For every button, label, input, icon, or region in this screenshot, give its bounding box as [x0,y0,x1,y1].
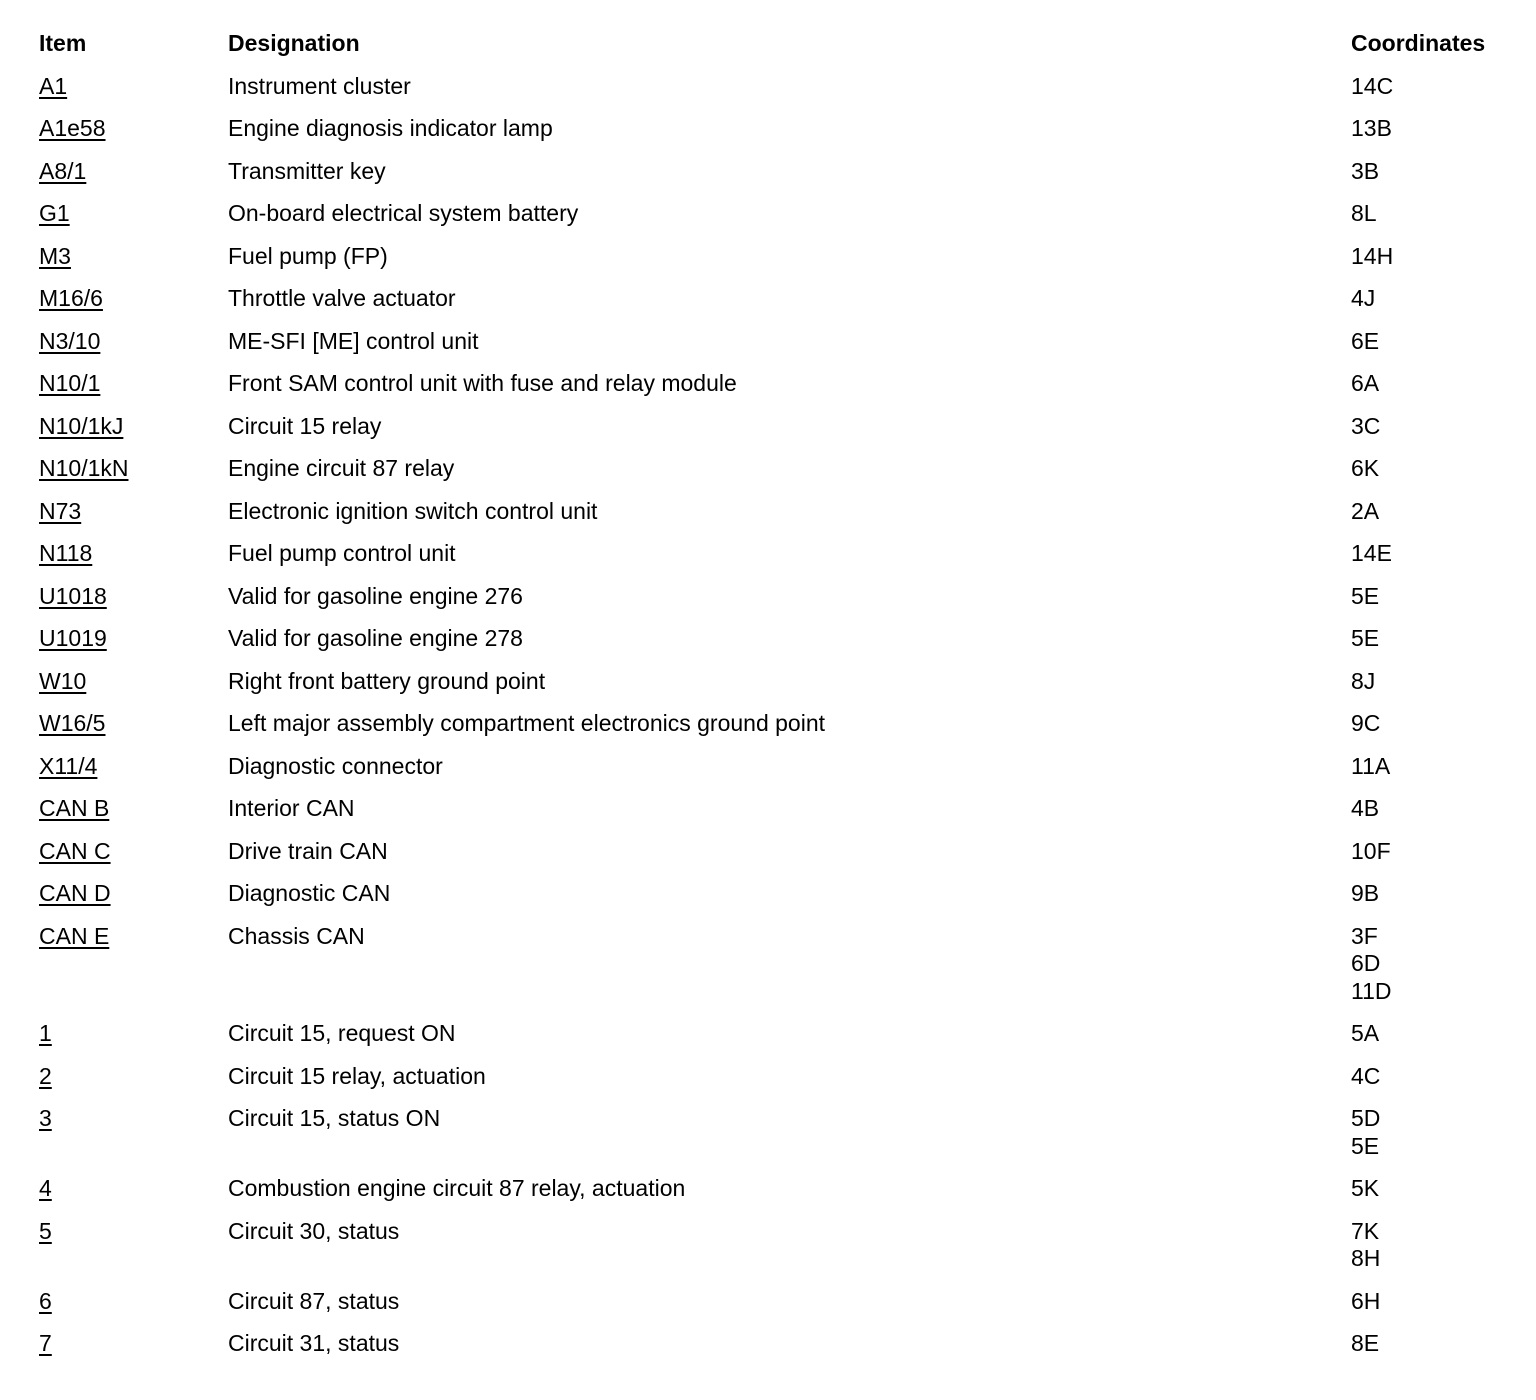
item-link[interactable]: CAN E [39,922,110,949]
coordinate-value: 3B [1351,157,1380,184]
coordinates-cell [1351,583,1519,611]
designation-cell: Engine diagnosis indicator lamp [228,115,553,141]
item-cell [39,285,228,313]
coordinates-cell [1351,73,1519,101]
coordinates-cell [1351,1288,1519,1316]
item-cell [39,370,228,398]
item-link[interactable]: A1 [39,72,68,99]
coordinate-value: 6K [1351,455,1380,481]
designation-cell: Circuit 15 relay [228,412,382,439]
coordinate-value: 11A [1351,752,1391,779]
coordinate-value: 6D [1351,950,1381,976]
item-cell [39,73,228,101]
table-row [39,1218,1519,1273]
coordinate-value: 3C [1351,412,1381,439]
designation-cell: Circuit 15, status ON [228,1105,441,1131]
designation-cell: Circuit 31, status [228,1330,400,1356]
table-row [39,923,1519,1006]
designation-cell: Circuit 87, status [228,1287,400,1314]
table-row [39,370,1519,398]
item-cell [39,158,228,186]
designation-cell: Drive train CAN [228,837,388,864]
coordinates-cell [1351,1020,1519,1048]
coordinates-cell [1351,668,1519,696]
coordinates-cell [1351,498,1519,526]
coordinates-cell [1351,1105,1519,1160]
coordinates-cell [1351,710,1519,738]
item-link[interactable]: N3/10 [39,327,101,354]
coordinate-value: 8J [1351,667,1376,694]
designation-cell: Valid for gasoline engine 276 [228,582,523,609]
item-link[interactable]: CAN D [39,880,111,906]
item-link[interactable]: 5 [39,1217,52,1244]
coordinates-cell [1351,243,1519,271]
coordinates-cell [1351,158,1519,186]
coordinate-value: 5E [1351,1132,1380,1159]
item-link[interactable]: 2 [39,1062,52,1089]
coordinates-cell [1351,880,1519,908]
item-cell [39,115,228,143]
item-link[interactable]: W16/5 [39,710,106,736]
designation-cell: Right front battery ground point [228,667,546,694]
designation-cell: Fuel pump (FP) [228,242,388,269]
coordinates-cell [1351,1175,1519,1203]
coordinate-value: 10F [1351,837,1391,864]
designation-cell: Combustion engine circuit 87 relay, actuation [228,1175,686,1201]
designation-cell: Circuit 15, request ON [228,1020,456,1046]
item-cell [39,1175,228,1203]
coordinate-value: 8E [1351,1330,1380,1356]
designation-cell: Left major assembly compartment electronics ground point [228,710,826,736]
item-link[interactable]: N118 [39,540,93,566]
coordinates-cell [1351,625,1519,653]
legend-table [39,30,1519,1373]
coordinate-value: 3F [1351,922,1378,949]
item-link[interactable]: N10/1kJ [39,412,124,439]
item-cell [39,200,228,228]
item-cell [39,625,228,653]
designation-cell: Circuit 30, status [228,1217,400,1244]
coordinates-cell [1351,285,1519,313]
item-link[interactable]: CAN C [39,837,111,864]
coordinates-cell [1351,370,1519,398]
item-cell [39,923,228,951]
coordinate-value: 8H [1351,1245,1381,1271]
table-row [39,540,1519,568]
item-cell [39,1020,228,1048]
item-cell [39,753,228,781]
designation-cell: Diagnostic connector [228,752,443,779]
item-cell [39,455,228,483]
item-link[interactable]: 4 [39,1175,52,1201]
designation-cell: Front SAM control unit with fuse and relay module [228,370,737,396]
item-link[interactable]: X11/4 [39,752,98,779]
item-link[interactable]: G1 [39,200,70,226]
coordinates-cell [1351,1218,1519,1273]
coordinate-value: 14E [1351,540,1392,566]
table-row [39,1105,1519,1160]
header-row [39,30,1519,58]
coordinate-value: 9B [1351,880,1380,906]
table-row [39,710,1519,738]
header-designation: Designation [228,30,360,56]
item-link[interactable]: M16/6 [39,285,103,311]
coordinates-cell [1351,923,1519,1006]
table-row [39,328,1519,356]
item-cell [39,710,228,738]
item-cell [39,668,228,696]
item-cell [39,328,228,356]
designation-cell: Valid for gasoline engine 278 [228,625,523,651]
coordinates-cell [1351,795,1519,823]
table-row [39,838,1519,866]
item-link[interactable]: 7 [39,1330,52,1356]
item-link[interactable]: N73 [39,497,82,524]
item-cell [39,1218,228,1246]
item-cell [39,498,228,526]
item-cell [39,413,228,441]
table-row [39,115,1519,143]
item-link[interactable]: U1018 [39,582,107,609]
coordinate-value: 5D [1351,1105,1381,1131]
coordinate-value: 6H [1351,1287,1381,1314]
item-cell [39,795,228,823]
coordinates-cell [1351,455,1519,483]
designation-cell: Electronic ignition switch control unit [228,497,598,524]
table-row [39,753,1519,781]
table-row [39,243,1519,271]
header-coordinates: Coordinates [1351,30,1486,56]
item-cell [39,540,228,568]
coordinate-value: 2A [1351,497,1380,524]
coordinate-value: 9C [1351,710,1381,736]
coordinate-value: 6A [1351,370,1380,396]
table-row [39,1175,1519,1203]
item-cell [39,838,228,866]
coordinates-cell [1351,753,1519,781]
coordinate-value: 5E [1351,625,1380,651]
designation-cell: On-board electrical system battery [228,200,579,226]
coordinate-value: 13B [1351,115,1392,141]
coordinates-cell [1351,200,1519,228]
table-row [39,413,1519,441]
designation-cell: Chassis CAN [228,922,365,949]
table-row [39,795,1519,823]
table-row [39,73,1519,101]
designation-cell: Throttle valve actuator [228,285,456,311]
coordinate-value: 5K [1351,1175,1380,1201]
coordinate-value: 14C [1351,72,1394,99]
coordinate-value: 4B [1351,795,1380,821]
item-cell [39,243,228,271]
table-row [39,158,1519,186]
item-cell [39,1105,228,1133]
coordinate-value: 6E [1351,327,1380,354]
item-link[interactable]: U1019 [39,625,107,651]
item-cell [39,583,228,611]
table-body [39,73,1519,1358]
item-link[interactable]: 6 [39,1287,52,1314]
item-cell [39,1330,228,1358]
coordinate-value: 8L [1351,200,1377,226]
designation-cell: ME-SFI [ME] control unit [228,327,479,354]
coordinates-cell [1351,540,1519,568]
item-link[interactable]: A8/1 [39,157,87,184]
table-row [39,880,1519,908]
coordinate-value: 5E [1351,582,1380,609]
designation-cell: Engine circuit 87 relay [228,455,455,481]
coordinate-value: 14H [1351,242,1394,269]
table-row [39,668,1519,696]
coordinates-cell [1351,1063,1519,1091]
coordinates-cell [1351,328,1519,356]
coordinate-value: 5A [1351,1020,1380,1046]
coordinates-cell [1351,1330,1519,1358]
coordinates-cell [1351,838,1519,866]
table-row [39,625,1519,653]
item-cell [39,1063,228,1091]
item-link[interactable]: N10/1kN [39,455,129,481]
item-link[interactable]: N10/1 [39,370,101,396]
coordinate-value: 11D [1351,977,1392,1004]
coordinates-cell [1351,115,1519,143]
item-link[interactable]: W10 [39,667,87,694]
table-row [39,583,1519,611]
table-row [39,1330,1519,1358]
designation-cell: Fuel pump control unit [228,540,456,566]
table-row [39,498,1519,526]
coordinate-value: 7K [1351,1217,1380,1244]
header-item: Item [39,30,87,56]
table-row [39,455,1519,483]
table-row [39,200,1519,228]
designation-cell: Transmitter key [228,157,386,184]
item-link[interactable]: M3 [39,242,71,269]
table-row [39,285,1519,313]
item-link[interactable]: 3 [39,1105,52,1131]
table-row [39,1063,1519,1091]
coordinate-value: 4C [1351,1062,1381,1089]
designation-cell: Interior CAN [228,795,355,821]
table-row [39,1288,1519,1316]
coordinate-value: 4J [1351,285,1376,311]
designation-cell: Instrument cluster [228,72,411,99]
item-cell [39,880,228,908]
item-cell [39,1288,228,1316]
designation-cell: Circuit 15 relay, actuation [228,1062,486,1089]
item-link[interactable]: CAN B [39,795,110,821]
designation-cell: Diagnostic CAN [228,880,391,906]
item-link[interactable]: 1 [39,1020,52,1046]
coordinates-cell [1351,413,1519,441]
table-row [39,1020,1519,1048]
item-link[interactable]: A1e58 [39,115,106,141]
